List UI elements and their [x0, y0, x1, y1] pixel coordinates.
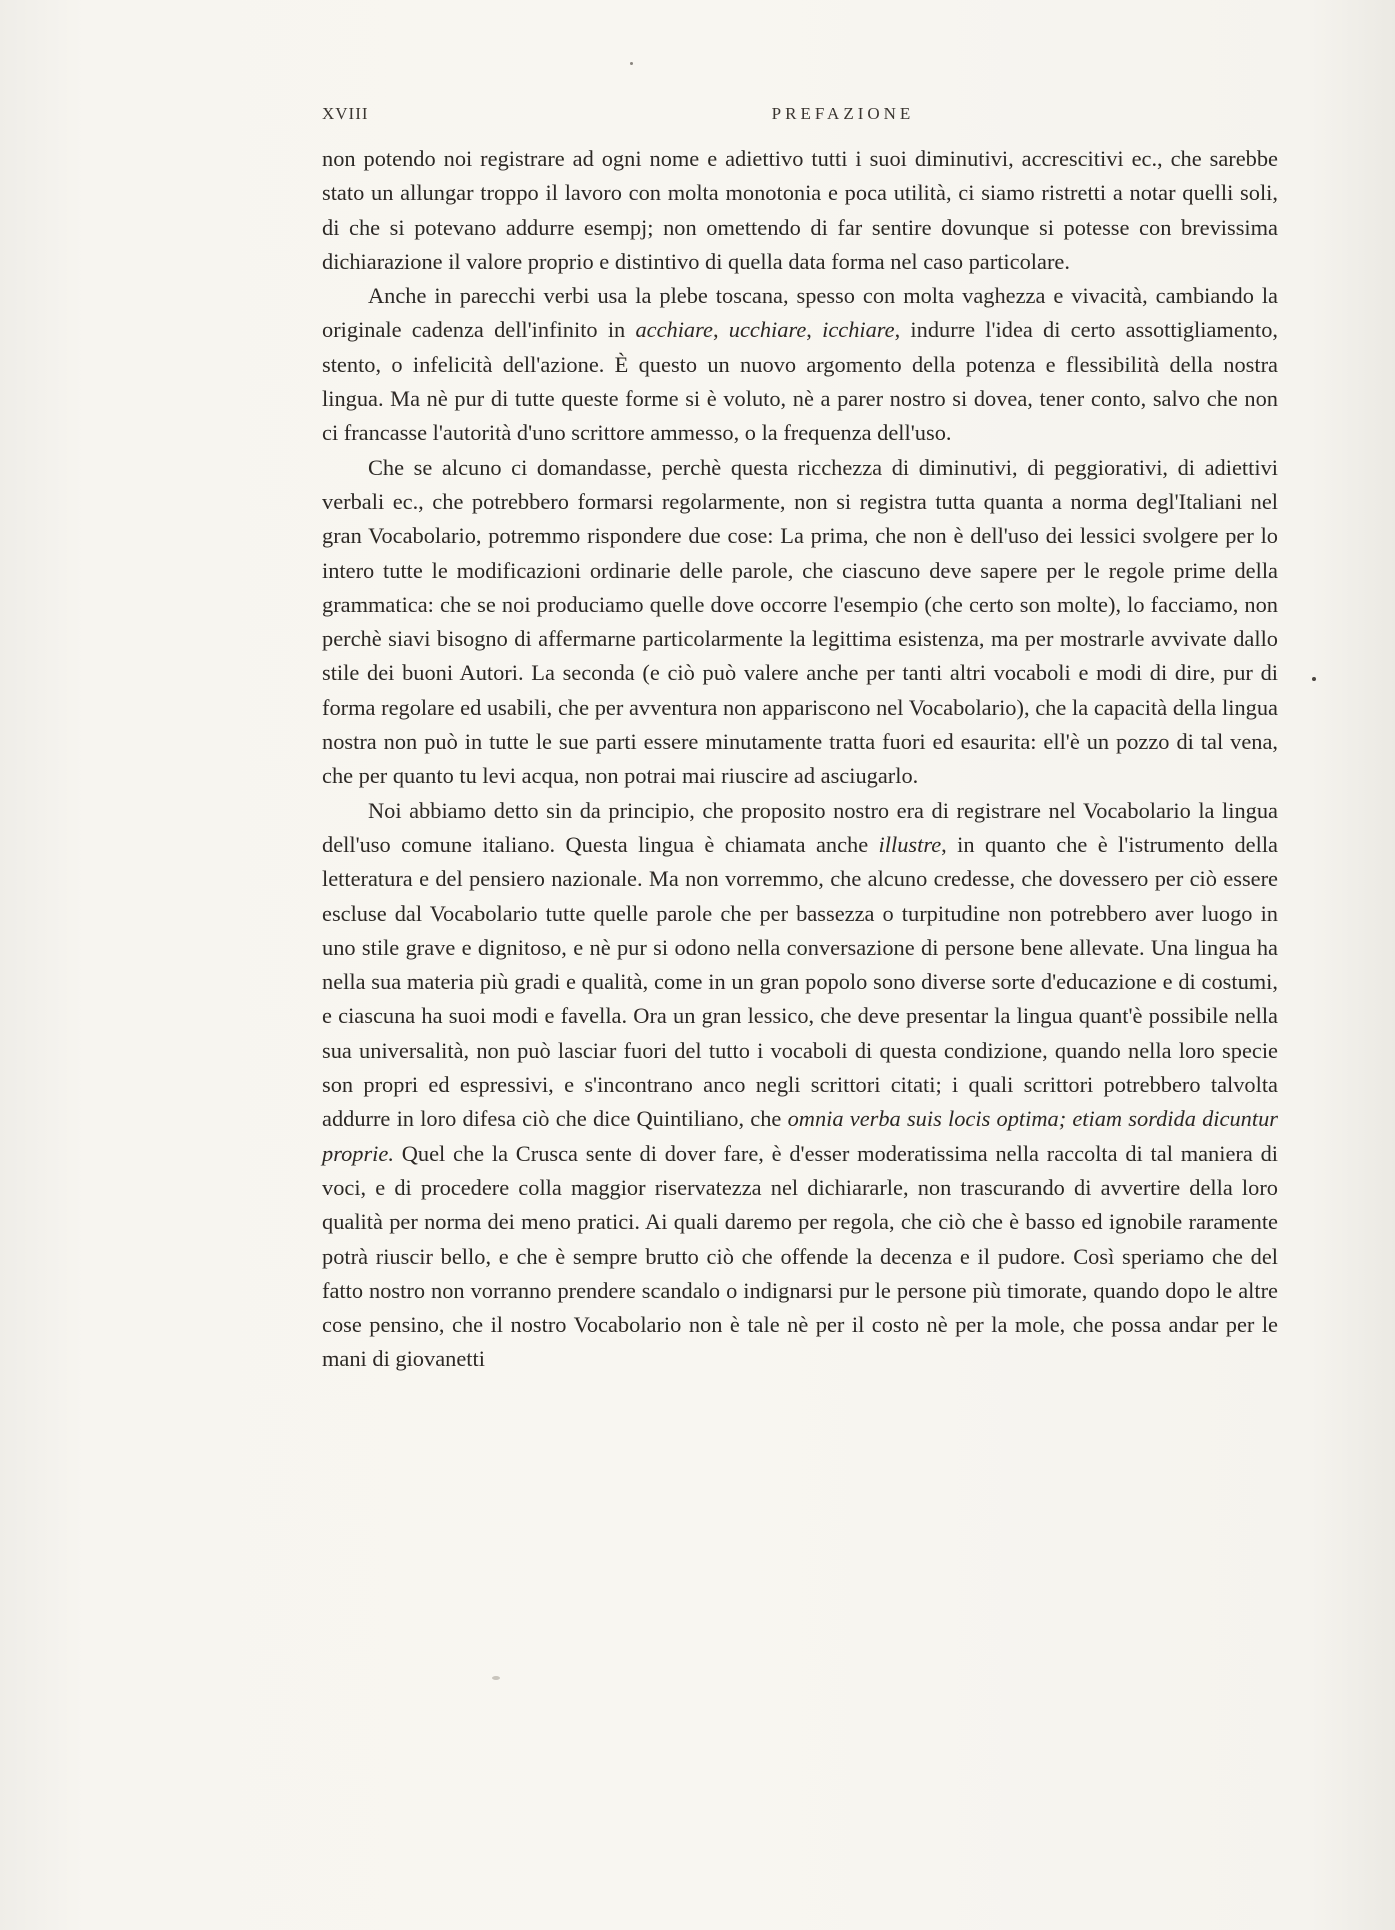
paragraph-2 [322, 279, 1278, 450]
paragraph-4-italic-illustre: illustre [878, 831, 942, 857]
paragraph-4-text-c: Quel che la Crusca sente di dover fare, è d'esser moderatissima nella raccolta di tal maniera di voci, e di procedere colla maggior riservatezza nel dichiararle, non trascurando di avvertire della loro qualità per norma dei meno pratici. Ai quali daremo per regola, che ciò che è basso ed ignobile raramente potrà riuscir bello, e che è sempre brutto ciò che offende la decenza e il pudore. Così speriamo che del fatto nostro non vorranno prendere scandalo o indignarsi pur le persone più timorate, quando dopo le altre cose pensino, che il nostro Vocabolario non è tale nè per il costo nè per la mole, che possa andar per le mani di giovanetti [322, 1140, 1278, 1372]
running-title: PREFAZIONE [771, 104, 915, 123]
ink-speck [1312, 677, 1316, 681]
paragraph-3: Che se alcuno ci domandasse, perchè questa ricchezza di diminutivi, di peggiorativi, di adiettivi verbali ec., che potrebbero formarsi regolarmente, non si registra tutta quanta a norma degl'Italiani nel gran Vocabolario, potremmo rispondere due cose: La prima, che non è dell'uso dei lessici svolgere per lo intero tutte le modificazioni ordinarie delle parole, che ciascuno deve sapere per le regole prime della grammatica: che se noi produciamo quelle dove occorre l'esempio (che certo son molte), lo facciamo, non perchè siavi bisogno di affermarne particolarmente la legittima esistenza, ma per mostrarle avvivate dallo stile dei buoni Autori. La seconda (e ciò può valere anche per tanti altri vocaboli e modi di dire, pur di forma regolare ed usabili, che per avventura non appariscono nel Vocabolario), che la capacità della lingua nostra non può in tutte le sue parti essere minutamente tratta fuori ed esaurita: ell'è un pozzo di tal vena, che per quanto tu levi acqua, non potrai mai riuscire ad asciugarlo. [322, 454, 1278, 789]
paragraph-1: non potendo noi registrare ad ogni nome e adiettivo tutti i suoi diminutivi, accrescitivi ec., che sarebbe stato un allungar troppo il lavoro con molta monotonia e poca utilità, ci siamo ristretti a notar quelli soli, di che si potevano addurre esempj; non omettendo di far sentire dovunque si potesse con brevissima dichiarazione il valore proprio e distintivo di quella data forma nel caso particolare. [322, 146, 1278, 274]
paragraph-2-italic-ucchiare: ucchiare [728, 317, 807, 343]
paragraph-4-text-a: Noi abbiamo detto sin da principio, che proposito nostro era di registrare nel Vocabolario la lingua dell'uso comune italiano. Questa lingua è chiamata anche [322, 797, 1278, 857]
paragraph-4 [322, 794, 1278, 1377]
paragraph-2-italic-icchiare: icchiare [822, 317, 895, 343]
paragraph-2-sep-1: , [712, 317, 729, 343]
paragraph-4-text-b: , in quanto che è l'istrumento della letteratura e del pensiero nazionale. Ma non vorremmo, che alcuno credesse, che dovessero per ciò essere escluse dal Vocabolario tutte quelle parole che per bassezza o turpitudine non potrebbero aver luogo in uno stile grave e dignitoso, e nè pur si odono nella conversazione di persone bene allevate. Una lingua ha nella sua materia più gradi e qualità, come in un gran popolo sono diverse sorte d'educazione e di costumi, e ciascuna ha suoi modi e favella. Ora un gran lessico, che deve presentar la lingua quant'è possibile nella sua universalità, non può lasciar fuori del tutto i vocaboli di questa condizione, quando nella loro specie son propri ed espressivi, e s'incontrano anco negli scrittori citati; i quali scrittori potrebbero talvolta addurre in loro difesa ciò che dice Quintiliano, che [322, 831, 1278, 1132]
ink-speck [492, 1676, 500, 1680]
paragraph-4-italic-quotation: omnia verba suis locis optima; etiam sordida dicuntur proprie. [322, 1106, 1278, 1166]
page-number: XVIII [322, 104, 369, 123]
body-text [322, 142, 1278, 1377]
paragraph-2-sep-2: , [806, 317, 823, 343]
paragraph-2-text-b: , indurre l'idea di certo assottigliamento, stento, o infelicità dell'azione. È questo un nuovo argomento della potenza e flessibilità della nostra lingua. Ma nè pur di tutte queste forme si è voluto, nè a parer nostro si dovea, tener conto, salvo che non ci francasse l'autorità d'uno scrittore ammesso, o la frequenza dell'uso. [322, 317, 1278, 446]
paragraph-2-text-a: Anche in parecchi verbi usa la plebe toscana, spesso con molta vaghezza e vivacità, cambiando la originale cadenza dell'infinito in [322, 283, 1278, 343]
paragraph-2-italic-acchiare: acchiare [635, 317, 713, 343]
page-header [322, 104, 1284, 128]
ink-speck [630, 62, 633, 65]
